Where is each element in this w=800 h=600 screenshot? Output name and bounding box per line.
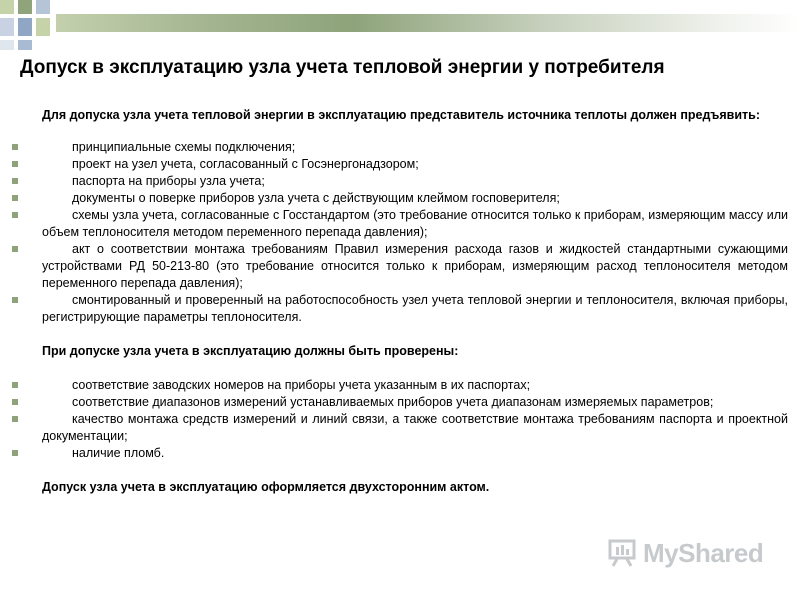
- bullet-icon: [12, 399, 18, 405]
- decor-square: [18, 18, 32, 36]
- decor-square: [0, 18, 14, 36]
- bullet-icon: [12, 297, 18, 303]
- requirements-list: [42, 139, 788, 326]
- decor-square: [0, 40, 14, 50]
- bullet-icon: [12, 416, 18, 422]
- bullet-icon: [12, 195, 18, 201]
- header-gradient-bar: [56, 14, 800, 32]
- presentation-board-icon: [607, 538, 637, 568]
- watermark-logo: [607, 533, 767, 573]
- decor-square: [36, 0, 50, 14]
- final-statement: Допуск узла учета в эксплуатацию оформляется двухсторонним актом.: [42, 480, 490, 494]
- bullet-icon: [12, 212, 18, 218]
- bullet-icon: [12, 382, 18, 388]
- decor-square: [18, 0, 32, 14]
- section-heading: При допуске узла учета в эксплуатацию должны быть проверены:: [42, 344, 459, 358]
- list-item: наличие пломб.: [42, 445, 788, 462]
- decor-square: [36, 18, 50, 36]
- list-item: соответствие заводских номеров на приборы учета указанным в их паспортах;: [42, 377, 788, 394]
- bullet-icon: [12, 161, 18, 167]
- intro-paragraph: Для допуска узла учета тепловой энергии в эксплуатацию представитель источника теплоты должен предъявить:: [42, 108, 761, 122]
- bullet-icon: [12, 246, 18, 252]
- list-item: смонтированный и проверенный на работоспособность узел учета тепловой энергии и теплоносителя, включая приборы, регистрирующие параметры теплоносителя.: [42, 292, 788, 326]
- list-item: документы о поверке приборов узла учета с действующим клеймом госповерителя;: [42, 190, 788, 207]
- checks-list: [42, 377, 788, 462]
- decor-square: [18, 40, 32, 50]
- list-item: проект на узел учета, согласованный с Госэнергонадзором;: [42, 156, 788, 173]
- decor-square: [0, 0, 14, 14]
- slide-title: Допуск в эксплуатацию узла учета тепловой энергии у потребителя: [20, 57, 665, 78]
- list-item: соответствие диапазонов измерений устанавливаемых приборов учета диапазонам измеряемых параметров;: [42, 394, 788, 411]
- bullet-icon: [12, 144, 18, 150]
- watermark-text: MyShared: [643, 537, 764, 568]
- list-item: акт о соответствии монтажа требованиям Правил измерения расхода газов и жидкостей стандартными сужающими устройствами РД 50-213-80 (это требование относится только к приборам, измеряющим расход теплоносителя методом переменного перепада давления);: [42, 241, 788, 292]
- list-item: принципиальные схемы подключения;: [42, 139, 788, 156]
- bullet-icon: [12, 450, 18, 456]
- slide-content: [42, 107, 788, 496]
- list-item: схемы узла учета, согласованные с Госстандартом (это требование относится только к приборам, измеряющим массу или объем теплоносителя методом переменного перепада давления);: [42, 207, 788, 241]
- bullet-icon: [12, 178, 18, 184]
- list-item: паспорта на приборы узла учета;: [42, 173, 788, 190]
- list-item: качество монтажа средств измерений и линий связи, а также соответствие монтажа требованиям паспорта и проектной документации;: [42, 411, 788, 445]
